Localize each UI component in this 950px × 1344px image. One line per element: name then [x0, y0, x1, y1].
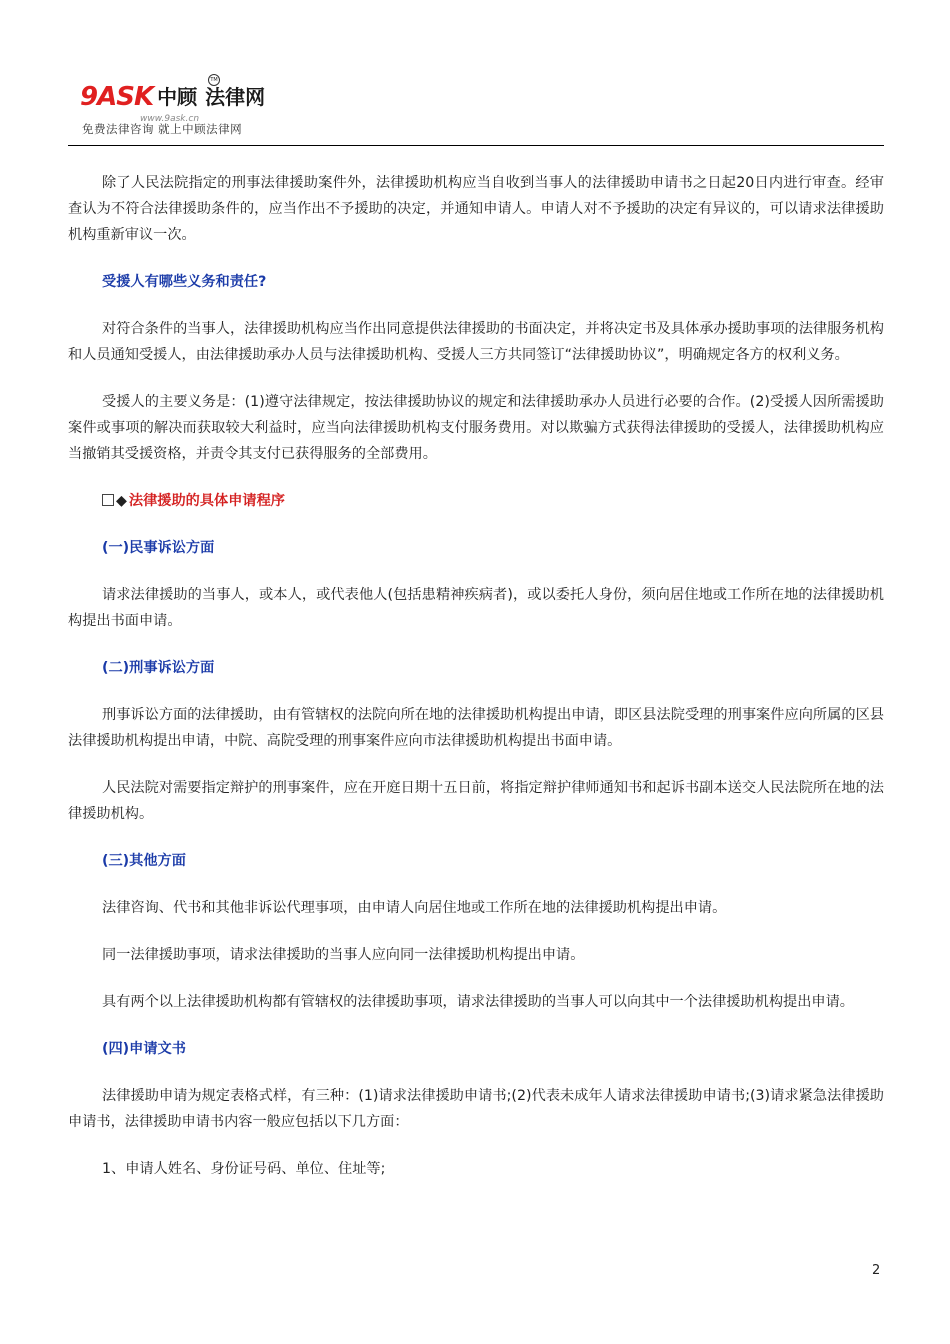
paragraph-multiple-agencies: 具有两个以上法律援助机构都有管辖权的法律援助事项，请求法律援助的当事人可以向其中一个法律援助机构提出申请。: [102, 994, 854, 1010]
paragraph-forms: 法律援助申请为规定表格式样，有三种：(1)请求法律援助申请书;(2)代表未成年人请求法律援助申请书;(3)请求紧急法律援助申请书，法律援助申请书内容一般应包括以下几方面：: [68, 1088, 884, 1130]
section-heading-procedure: [68, 488, 884, 514]
heading-criminal: (二)刑事诉讼方面: [102, 660, 215, 676]
checkbox-square-icon: [102, 494, 114, 506]
document-body: [68, 170, 884, 1182]
logo-9ask-text: 9ASK: [80, 82, 154, 112]
page-number: 2: [872, 1263, 881, 1278]
paragraph-agreement: 对符合条件的当事人，法律援助机构应当作出同意提供法律援助的书面决定，并将决定书及具体承办援助事项的法律服务机构和人员通知受援人，由法律援助承办人员与法律援助机构、受援人三方共同签订“法律援助协议”，明确规定各方的权利义务。: [68, 321, 884, 363]
page-header: [68, 70, 884, 146]
paragraph-same-agency: 同一法律援助事项，请求法律援助的当事人应向同一法律援助机构提出申请。: [102, 947, 585, 963]
paragraph-civil: 请求法律援助的当事人，或本人，或代表他人(包括患精神疾病者)，或以委托人身份，须向居住地或工作所在地的法律援助机构提出书面申请。: [68, 587, 884, 629]
header-divider: [68, 145, 884, 146]
trademark-icon: TM: [208, 74, 220, 86]
heading-obligations: 受援人有哪些义务和责任?: [102, 274, 267, 290]
logo-url: www.9ask.cn: [140, 114, 200, 124]
paragraph-review: 除了人民法院指定的刑事法律援助案件外，法律援助机构应当自收到当事人的法律援助申请书之日起20日内进行审查。经审查认为不符合法律援助条件的，应当作出不予援助的决定，并通知申请人。申请人对不予援助的决定有异议的，可以请求法律援助机构重新审议一次。: [68, 175, 884, 243]
list-item-applicant-info: 1、申请人姓名、身份证号码、单位、住址等;: [102, 1161, 386, 1177]
logo-falv-text: 法律网: [205, 85, 266, 109]
paragraph-criminal: 刑事诉讼方面的法律援助，由有管辖权的法院向所在地的法律援助机构提出申请，即区县法院受理的刑事案件应向所属的区县法律援助机构提出申请，中院、高院受理的刑事案件应向市法律援助机构提出书面申请。: [68, 707, 884, 749]
site-logo[interactable]: [80, 77, 266, 124]
heading-other: (三)其他方面: [102, 853, 186, 869]
paragraph-other: 法律咨询、代书和其他非诉讼代理事项，由申请人向居住地或工作所在地的法律援助机构提出申请。: [102, 900, 727, 916]
site-slogan: 免费法律咨询 就上中顾法律网: [82, 122, 243, 136]
section-heading-text: 法律援助的具体申请程序: [128, 493, 285, 509]
heading-civil: (一)民事诉讼方面: [102, 540, 215, 556]
paragraph-court-defense: 人民法院对需要指定辩护的刑事案件，应在开庭日期十五日前，将指定辩护律师通知书和起诉书副本送交人民法院所在地的法律援助机构。: [68, 780, 884, 822]
diamond-bullet-icon: ◆: [116, 493, 127, 509]
paragraph-duties: 受援人的主要义务是：(1)遵守法律规定，按法律援助协议的规定和法律援助承办人员进行必要的合作。(2)受援人因所需援助案件或事项的解决而获取较大利益时，应当向法律援助机构支付服务费用。对以欺骗方式获得法律援助的受援人，法律援助机构应当撤销其受援资格，并责令其支付已获得服务的全部费用。: [68, 394, 884, 462]
logo-zhonggu-text: 中顾: [157, 85, 198, 109]
heading-documents: (四)申请文书: [102, 1041, 186, 1057]
